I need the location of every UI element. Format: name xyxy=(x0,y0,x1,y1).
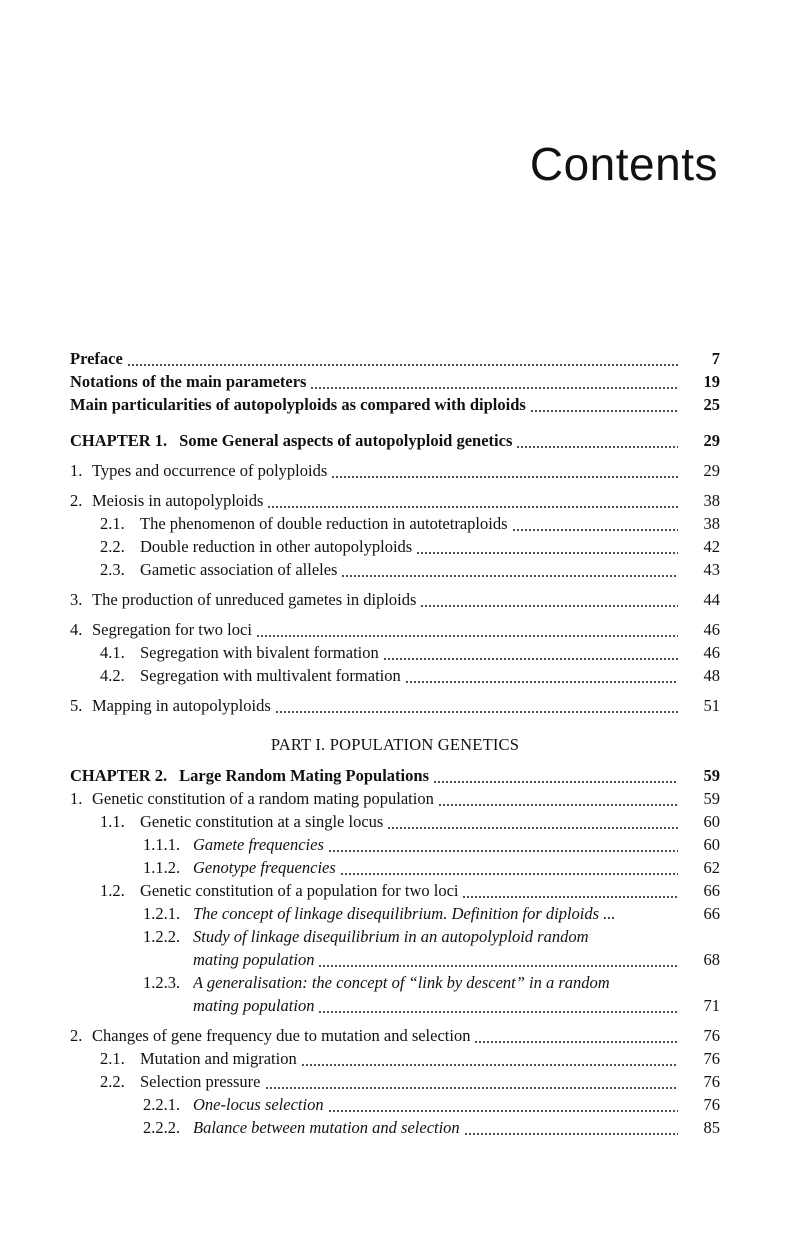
toc-entry[interactable] xyxy=(70,833,720,856)
toc-entry[interactable] xyxy=(70,810,720,833)
toc-entry-title: Genotype frequencies xyxy=(193,858,336,877)
toc-entry[interactable] xyxy=(70,489,720,512)
dot-leader xyxy=(474,1024,678,1047)
toc-page-number: 29 xyxy=(703,431,720,450)
toc-entry-notations[interactable] xyxy=(70,370,720,393)
toc-entry-title: Gamete frequencies xyxy=(193,835,324,854)
toc-entry-number: 2.3. xyxy=(100,560,125,579)
dot-leader xyxy=(256,618,678,641)
toc-entry-title: Genetic constitution of a population for two loci xyxy=(140,881,459,900)
toc-entry-number: 2.1. xyxy=(100,514,125,533)
toc-entry-title: Types and occurrence of polyploids xyxy=(92,461,328,480)
table-of-contents xyxy=(70,347,720,1139)
toc-entry-number: 1.2.3. xyxy=(143,973,181,992)
toc-entry[interactable] xyxy=(70,588,720,611)
toc-entry-title: Large Random Mating Populations xyxy=(179,766,429,785)
toc-entry-title: The phenomenon of double reduction in autotetraploids xyxy=(140,514,508,533)
toc-entry-number: 2.2.2. xyxy=(143,1118,181,1137)
toc-entry-title: The concept of linkage disequilibrium. Definition for diploids ... xyxy=(193,904,616,923)
toc-entry-number: 2. xyxy=(70,491,83,510)
toc-page-number: 76 xyxy=(703,1049,720,1068)
toc-page-number: 29 xyxy=(703,461,720,480)
toc-entry-number: 2.2. xyxy=(100,537,125,556)
toc-entry-title: One-locus selection xyxy=(193,1095,324,1114)
dot-leader xyxy=(340,856,678,879)
toc-page-number: 76 xyxy=(703,1026,720,1045)
toc-entry[interactable] xyxy=(70,1070,720,1093)
toc-entry-title: The production of unreduced gametes in diploids xyxy=(92,590,417,609)
toc-entry-number: 3. xyxy=(70,590,83,609)
toc-page-number: 38 xyxy=(703,491,720,510)
dot-leader xyxy=(530,393,678,416)
toc-entry[interactable] xyxy=(70,856,720,879)
toc-entry-particularities[interactable] xyxy=(70,393,720,416)
toc-page-number: 60 xyxy=(703,812,720,831)
toc-entry-title: Mapping in autopolyploids xyxy=(92,696,271,715)
dot-leader xyxy=(265,1070,678,1093)
toc-entry-number: 1.2. xyxy=(100,881,125,900)
toc-entry-number: 2. xyxy=(70,1026,83,1045)
toc-entry-title-continued: mating population xyxy=(193,950,315,969)
toc-entry-title: Some General aspects of autopolyploid genetics xyxy=(179,431,513,450)
toc-entry-title: A generalisation: the concept of “link by descent” in a random xyxy=(193,973,610,992)
toc-entry-number: 5. xyxy=(70,696,83,715)
toc-entry[interactable] xyxy=(70,1047,720,1070)
toc-entry-number: 1.1. xyxy=(100,812,125,831)
toc-entry-title: Segregation for two loci xyxy=(92,620,252,639)
dot-leader xyxy=(328,1093,678,1116)
toc-page-number: 48 xyxy=(703,666,720,685)
toc-entry-title: Meiosis in autopolyploids xyxy=(92,491,264,510)
toc-page-number: 7 xyxy=(711,349,720,368)
toc-page-number: 59 xyxy=(703,789,720,808)
toc-entry[interactable] xyxy=(70,512,720,535)
toc-entry-title: Gametic association of alleles xyxy=(140,560,338,579)
dot-leader xyxy=(516,429,678,452)
toc-chapter-2[interactable] xyxy=(70,764,720,787)
toc-entry[interactable] xyxy=(70,694,720,717)
toc-entry-title: Study of linkage disequilibrium in an autopolyploid random xyxy=(193,927,589,946)
dot-leader xyxy=(433,764,678,787)
toc-entry-title: Notations of the main parameters xyxy=(70,372,307,391)
toc-entry-title: Preface xyxy=(70,349,123,368)
dot-leader xyxy=(318,994,678,1017)
toc-page-number: 25 xyxy=(703,395,720,414)
toc-entry-title: Balance between mutation and selection xyxy=(193,1118,460,1137)
toc-entry[interactable] xyxy=(70,459,720,482)
toc-entry[interactable] xyxy=(70,535,720,558)
dot-leader xyxy=(310,370,678,393)
dot-leader xyxy=(301,1047,678,1070)
toc-page-number: 85 xyxy=(703,1118,720,1137)
toc-page-number: 38 xyxy=(703,514,720,533)
toc-entry-number: 1.2.1. xyxy=(143,904,181,923)
toc-entry-title-continued: mating population xyxy=(193,996,315,1015)
toc-page-number: 43 xyxy=(703,560,720,579)
toc-entry[interactable] xyxy=(70,925,720,971)
toc-entry-title: Changes of gene frequency due to mutation and selection xyxy=(92,1026,471,1045)
toc-entry[interactable] xyxy=(70,879,720,902)
toc-entry-title: Segregation with multivalent formation xyxy=(140,666,401,685)
toc-entry-title: Mutation and migration xyxy=(140,1049,297,1068)
dot-leader xyxy=(331,459,678,482)
toc-page-number: 59 xyxy=(703,766,720,785)
dot-leader xyxy=(405,664,678,687)
toc-entry[interactable] xyxy=(70,641,720,664)
toc-entry[interactable] xyxy=(70,902,720,925)
toc-entry-number: 1.1.1. xyxy=(143,835,181,854)
toc-page-number: 71 xyxy=(703,996,720,1015)
page-title: Contents xyxy=(529,137,718,190)
toc-entry-title: Genetic constitution at a single locus xyxy=(140,812,384,831)
toc-entry-title: Selection pressure xyxy=(140,1072,261,1091)
toc-page-number: 68 xyxy=(703,950,720,969)
dot-leader xyxy=(275,694,678,717)
dot-leader xyxy=(267,489,678,512)
dot-leader xyxy=(464,1116,678,1139)
toc-page-number: 19 xyxy=(703,372,720,391)
toc-entry-number: 2.1. xyxy=(100,1049,125,1068)
toc-page-number: 66 xyxy=(703,904,720,923)
dot-leader xyxy=(512,512,679,535)
chapter-label: CHAPTER 2. xyxy=(70,766,168,785)
dot-leader xyxy=(383,641,678,664)
part-heading: PART I. POPULATION GENETICS xyxy=(270,735,520,754)
toc-entry-number: 1. xyxy=(70,461,83,480)
dot-leader xyxy=(416,535,678,558)
toc-entry[interactable] xyxy=(70,1093,720,1116)
toc-entry-number: 1. xyxy=(70,789,83,808)
toc-entry[interactable] xyxy=(70,787,720,810)
chapter-label: CHAPTER 1. xyxy=(70,431,168,450)
toc-page-number: 66 xyxy=(703,881,720,900)
dot-leader xyxy=(462,879,678,902)
toc-page-number: 44 xyxy=(703,590,720,609)
toc-entry[interactable] xyxy=(70,618,720,641)
toc-chapter-1[interactable] xyxy=(70,429,720,452)
toc-page-number: 42 xyxy=(703,537,720,556)
dot-leader xyxy=(341,558,678,581)
dot-leader xyxy=(438,787,678,810)
toc-page-number: 60 xyxy=(703,835,720,854)
toc-entry-preface[interactable] xyxy=(70,347,720,370)
dot-leader xyxy=(420,588,678,611)
toc-entry-number: 4. xyxy=(70,620,83,639)
toc-entry[interactable] xyxy=(70,971,720,1017)
toc-entry-number: 4.1. xyxy=(100,643,125,662)
toc-entry-title: Main particularities of autopolyploids as compared with diploids xyxy=(70,395,526,414)
toc-entry[interactable] xyxy=(70,1024,720,1047)
dot-leader xyxy=(318,948,678,971)
toc-entry[interactable] xyxy=(70,1116,720,1139)
toc-entry-title: Double reduction in other autopolyploids xyxy=(140,537,413,556)
dot-leader xyxy=(328,833,678,856)
toc-entry-title: Segregation with bivalent formation xyxy=(140,643,379,662)
toc-entry-number: 4.2. xyxy=(100,666,125,685)
toc-page-number: 46 xyxy=(703,620,720,639)
toc-entry-title: Genetic constitution of a random mating population xyxy=(92,789,434,808)
toc-page-number: 51 xyxy=(703,696,720,715)
toc-page-number: 62 xyxy=(703,858,720,877)
toc-entry-number: 1.1.2. xyxy=(143,858,181,877)
toc-page-number: 76 xyxy=(703,1072,720,1091)
toc-entry-number: 1.2.2. xyxy=(143,927,181,946)
dot-leader xyxy=(127,347,678,370)
toc-entry[interactable] xyxy=(70,558,720,581)
toc-entry-number: 2.2. xyxy=(100,1072,125,1091)
dot-leader xyxy=(387,810,678,833)
toc-page-number: 76 xyxy=(703,1095,720,1114)
toc-page-number: 46 xyxy=(703,643,720,662)
toc-entry-number: 2.2.1. xyxy=(143,1095,181,1114)
toc-entry[interactable] xyxy=(70,664,720,687)
